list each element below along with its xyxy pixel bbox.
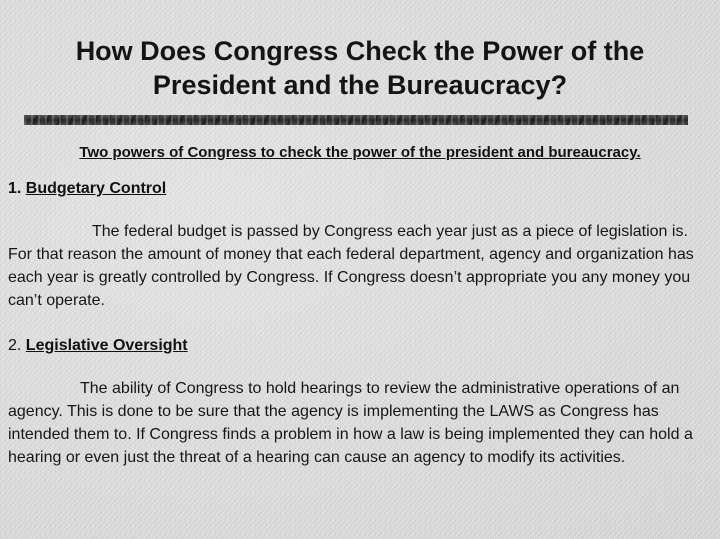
section-heading-label: Legislative Oversight — [25, 337, 188, 354]
slide-subtitle: Two powers of Congress to check the power of the president and bureaucracy. — [79, 144, 641, 161]
section-heading-label: Budgetary Control — [25, 180, 167, 197]
section-heading-legislative-oversight — [8, 336, 188, 356]
slide-title — [20, 34, 700, 102]
section-heading-budgetary-control — [8, 179, 166, 199]
slide-title-line-1: How Does Congress Check the Power of the — [75, 36, 645, 66]
slide-title-line-2: President and the Bureaucracy? — [152, 70, 568, 100]
section-body-legislative-oversight: The ability of Congress to hold hearings to review the administrative operations of an agency. This is done to be sure that the agency is implementing the LAWS as Congress has intended them to. If Congress finds a problem in how a law is being implemented they can hold a hearing or even just the threat of a hearing can cause an agency to modify its activities. — [8, 380, 693, 466]
decorative-divider — [24, 115, 688, 125]
section-number: 1. — [8, 180, 22, 197]
section-number: 2. — [8, 337, 22, 354]
section-body-budgetary-control: The federal budget is passed by Congress each year just as a piece of legislation is. For that reason the amount of money that each federal department, agency and organization has each year is greatly controlled by Congress. If Congress doesn’t appropriate you any money you can’t operate. — [8, 223, 694, 309]
